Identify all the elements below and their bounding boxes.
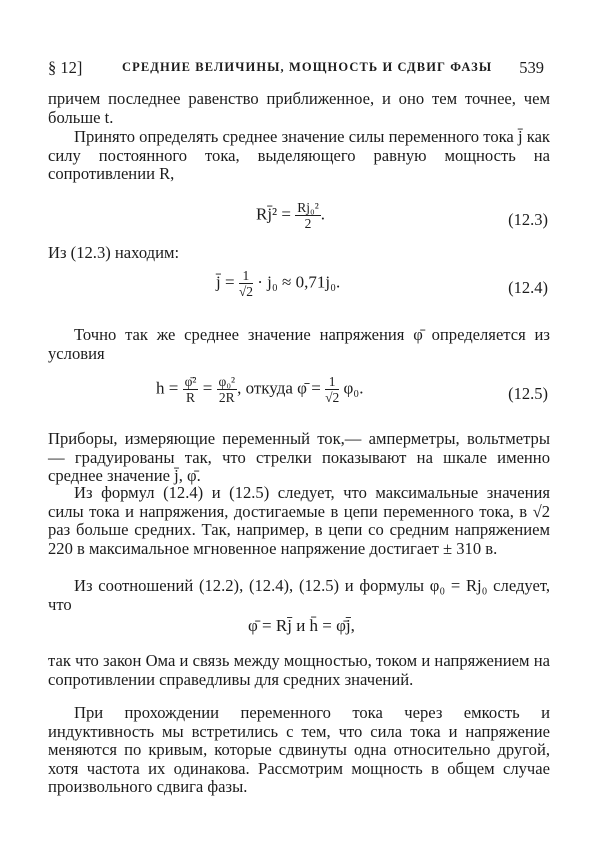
- eq5-fraction-3: [325, 374, 339, 405]
- paragraph-6: Из формул (12.4) и (12.5) следует, что максимальные значения силы тока и напряжения, достигаемые в цепи переменного тока, в √2 раз больше средних. Так, например, в цепи со средним напряжением 220 в максимальное мгновенное напряжение достигает ± 310 в.: [48, 483, 550, 558]
- equation-12-3: [48, 200, 550, 234]
- equation-ohm-average: [48, 612, 550, 646]
- paragraph-7: Из соотношений (12.2), (12.4), (12.5) и формулы φ₀ = Rj₀ следует, что: [48, 576, 550, 614]
- paragraph-1: причем последнее равенство приближенное, и оно тем точнее, чем больше t.: [48, 89, 550, 127]
- eq3-denominator: 2: [304, 216, 312, 231]
- eq5-numerator-3: 1: [325, 374, 339, 390]
- eq5-fraction-1: [183, 374, 199, 405]
- eq4-number: (12.4): [508, 278, 548, 297]
- eq4-lhs: j̄ =: [216, 272, 235, 292]
- eq5-numerator-2: φ₀²: [218, 374, 236, 389]
- eq5-equals: =: [202, 378, 213, 398]
- running-title: СРЕДНИЕ ВЕЛИЧИНЫ, МОЩНОСТЬ И СДВИГ ФАЗЫ: [122, 60, 493, 74]
- eq3-number: (12.3): [508, 210, 548, 229]
- eq4-fraction: [239, 268, 253, 299]
- eq5-lhs: h =: [156, 378, 179, 398]
- equation-12-4: [48, 268, 550, 302]
- eq5-number: (12.5): [508, 384, 548, 403]
- eq3-tail: .: [320, 204, 326, 224]
- paragraph-5: Приборы, измеряющие переменный ток,— амперметры, вольтметры — градуированы так, что стрелки показывают на шкале именно среднее значение j̄, φ̄.: [48, 429, 550, 486]
- running-header: [48, 58, 550, 80]
- paragraph-4: Точно так же среднее значение напряжения φ̄ определяется из условия: [48, 325, 550, 363]
- eq4-tail: · j₀ ≈ 0,71j₀.: [257, 272, 341, 292]
- eq4-denominator: √2: [238, 284, 253, 299]
- eq5-middle: , откуда φ̄ =: [237, 378, 321, 398]
- eq5-tail: φ₀.: [343, 378, 364, 398]
- eq5-denominator-2: 2R: [218, 390, 235, 405]
- eq6-text: φ̄ = Rj̄ и h̄ = φ̄j̄,: [248, 616, 355, 635]
- page-number: 539: [519, 58, 544, 77]
- equation-12-5: [48, 374, 550, 408]
- eq5-denominator-1: R: [186, 390, 196, 405]
- eq5-denominator-3: √2: [325, 390, 340, 405]
- paragraph-2: Принято определять среднее значение силы переменного тока j̄ как силу постоянного тока, выделяющего равную мощность на сопротивлении R,: [48, 127, 550, 184]
- eq5-numerator-1: φ̄²: [184, 374, 197, 389]
- paragraph-9: При прохождении переменного тока через емкость и индуктивность мы встретились с тем, что сила тока и напряжение меняются по кривым, которые сдвинуты одна относительно другой, хотя частота их одинакова. Рассмотрим мощность в общем случае произвольного сдвига фазы.: [48, 703, 550, 797]
- eq4-numerator: 1: [239, 268, 253, 284]
- paragraph-3: Из (12.3) находим:: [48, 243, 180, 262]
- eq3-lhs: Rj̄² =: [256, 204, 291, 224]
- section-number: § 12]: [48, 58, 83, 77]
- paragraph-8: так что закон Ома и связь между мощностью, током и напряжением на сопротивлении справедливы для средних значений.: [48, 651, 550, 689]
- eq5-fraction-2: [217, 374, 238, 405]
- eq3-numerator: Rj₀²: [297, 200, 319, 215]
- eq3-fraction: [295, 200, 321, 231]
